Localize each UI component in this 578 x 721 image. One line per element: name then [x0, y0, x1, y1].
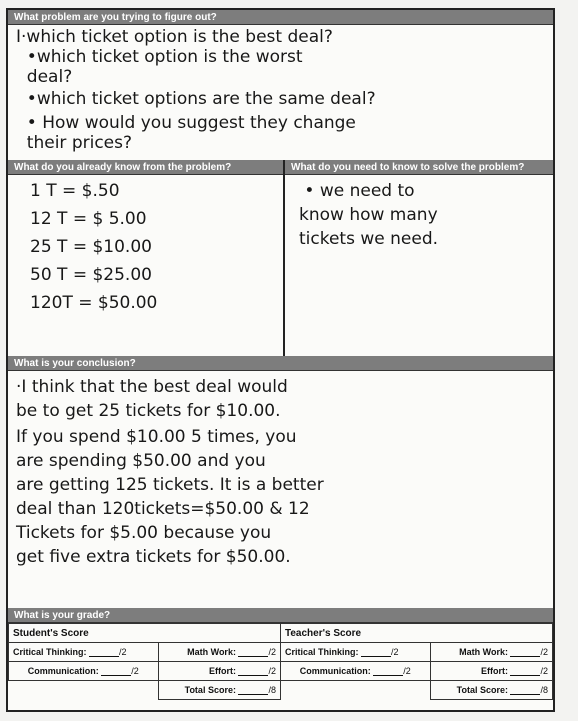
need-line: • we need to	[299, 181, 415, 201]
already-know-column	[8, 160, 285, 356]
student-score-title: Student's Score	[9, 624, 281, 643]
conclusion-line: get five extra tickets for $50.00.	[16, 547, 291, 567]
need-line: tickets we need.	[299, 229, 439, 249]
conclusion-header: What is your conclusion?	[8, 356, 553, 371]
conclusion-line: are getting 125 tickets. It is a better	[16, 475, 324, 495]
grade-section	[8, 608, 553, 710]
known-fact: 120T = $50.00	[30, 293, 158, 313]
teacher-effort-cell[interactable]: Effort: /2	[430, 662, 553, 681]
student-effort-cell[interactable]: Effort: /2	[158, 662, 280, 681]
already-know-header: What do you already know from the problem?	[8, 160, 283, 175]
problem-line: •which ticket options are the same deal?	[16, 89, 376, 109]
problem-header: What problem are you trying to figure out?	[8, 10, 553, 25]
problem-line: •which ticket option is the worst	[16, 47, 303, 67]
problem-line: their prices?	[16, 133, 133, 153]
student-math-cell[interactable]: Math Work: /2	[158, 643, 280, 662]
need-to-know-column	[285, 160, 553, 356]
know-need-section	[8, 160, 553, 358]
problem-section	[8, 10, 553, 162]
teacher-total-cell[interactable]: Total Score: /8	[430, 681, 553, 700]
conclusion-line: be to get 25 tickets for $10.00.	[16, 401, 281, 421]
conclusion-line: Tickets for $5.00 because you	[16, 523, 272, 543]
known-fact: 50 T = $25.00	[30, 265, 152, 285]
grade-table	[8, 623, 553, 700]
teacher-math-cell[interactable]: Math Work: /2	[430, 643, 553, 662]
teacher-communication-cell[interactable]: Communication: /2	[280, 662, 430, 681]
problem-line: • How would you suggest they change	[16, 113, 356, 133]
teacher-score-title: Teacher's Score	[280, 624, 552, 643]
conclusion-line: are spending $50.00 and you	[16, 451, 266, 471]
grade-header: What is your grade?	[8, 608, 553, 623]
conclusion-section	[8, 356, 553, 610]
conclusion-line: deal than 120tickets=$50.00 & 12	[16, 499, 310, 519]
problem-line: deal?	[16, 67, 73, 87]
problem-line: I·which ticket option is the best deal?	[16, 27, 333, 47]
teacher-critical-cell[interactable]: Critical Thinking: /2	[280, 643, 430, 662]
worksheet	[6, 8, 555, 712]
student-critical-cell[interactable]: Critical Thinking: /2	[9, 643, 159, 662]
known-fact: 25 T = $10.00	[30, 237, 152, 257]
known-fact: 12 T = $ 5.00	[30, 209, 147, 229]
conclusion-line: ·I think that the best deal would	[16, 377, 288, 397]
conclusion-line: If you spend $10.00 5 times, you	[16, 427, 297, 447]
student-total-cell[interactable]: Total Score: /8	[158, 681, 280, 700]
student-communication-cell[interactable]: Communication: /2	[9, 662, 159, 681]
need-line: know how many	[299, 205, 438, 225]
need-to-know-header: What do you need to know to solve the problem?	[285, 160, 553, 175]
known-fact: 1 T = $.50	[30, 181, 120, 201]
